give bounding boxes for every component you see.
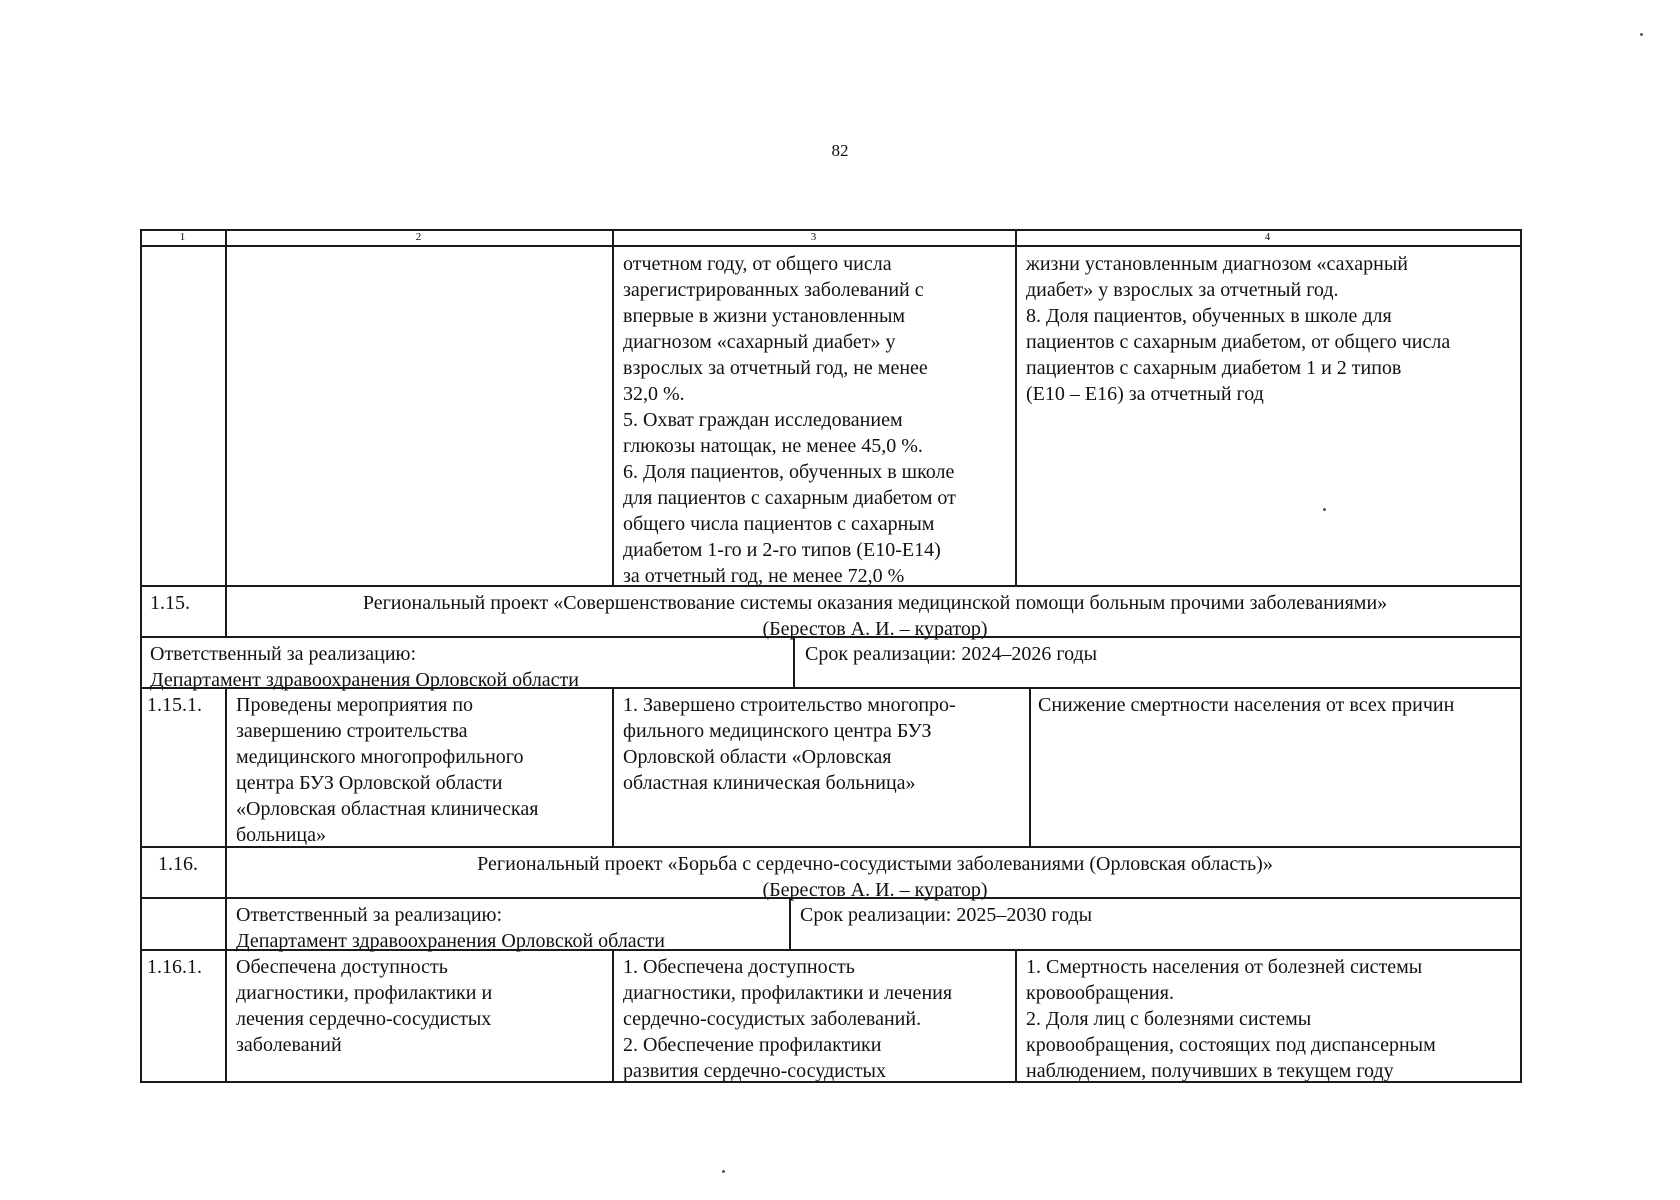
section-title: Региональный проект «Борьба с сердечно-сосудистыми заболеваниями (Орловская область)» (Берестов А. И. – куратор) [477,853,1273,901]
section-number: 1.15. [150,592,190,614]
column-divider [793,636,795,687]
header-bottom-border [140,245,1522,247]
column-divider [225,949,227,1081]
scan-speck [722,1170,725,1173]
column-divider [225,585,227,636]
column-divider [1029,687,1031,846]
row-number: 1.15.1. [147,694,202,716]
table-left-border [140,229,142,1083]
column-number: 4 [1264,231,1271,243]
row-col3-text: 1. Завершено строительство многопро- фильного медицинского центра БУЗ Орловской области «Орловская областная клиническая больница» [623,694,956,794]
row-col4-text: 1. Смертность населения от болезней системы кровообращения. 2. Доля лиц с болезнями системы кровообращения, состоящих под диспансерным наблюдением, получивших в текущем году [1026,956,1436,1082]
row-col3-text: 1. Обеспечена доступность диагностики, профилактики и лечения сердечно-сосудистых заболеваний. 2. Обеспечение профилактики развития сердечно-сосудистых [623,956,953,1082]
column-divider [1015,229,1017,585]
continuation-col3-text: отчетном году, от общего числа зарегистрированных заболеваний с впервые в жизни установленным диагнозом «сахарный диабет» у взрослых за отчетный год, не менее 32,0 %. 5. Охват граждан исследованием глюкозы натощак, не менее 45,0 %. 6. Доля пациентов, обученных в школе для пациентов с сахарным диабетом от общего числа пациентов с сахарным диабетом 1-го и 2-го типов (Е10-Е14) за отчетный год, не менее 72,0 % [623,253,956,587]
scan-speck [1323,508,1326,511]
continuation-col4-text: жизни установленным диагнозом «сахарный диабет» у взрослых за отчетный год. 8. Доля пациентов, обученных в школе для пациентов с сахарным диабетом, от общего числа пациентов с сахарным диабетом 1 и 2 типов (Е10 – Е16) за отчетный год [1026,253,1451,405]
term-text: Срок реализации: 2025–2030 годы [800,904,1093,926]
row-col2-text: Проведены мероприятия по завершению строительства медицинского многопрофильного центра БУЗ Орловской области «Орловская областная клиническая больница» [236,694,539,846]
column-divider [612,229,614,585]
column-divider [789,897,791,949]
responsible-text: Ответственный за реализацию: Департамент здравоохранения Орловской области [236,904,666,952]
document-table [140,229,1522,1084]
table-right-border [1520,229,1522,1083]
column-divider [225,687,227,846]
column-divider [612,687,614,846]
row-number: 1.16.1. [147,956,202,978]
row-col4-text: Снижение смертности населения от всех причин [1038,694,1455,716]
column-divider [612,949,614,1081]
term-text: Срок реализации: 2024–2026 годы [805,643,1098,665]
page-number: 82 [831,141,849,160]
column-number: 3 [810,231,817,243]
section-number: 1.16. [158,853,198,875]
column-divider [225,229,227,585]
column-number: 2 [415,231,422,243]
column-number: 1 [179,231,186,243]
responsible-text: Ответственный за реализацию: Департамент здравоохранения Орловской области [150,643,580,691]
row-col2-text: Обеспечена доступность диагностики, профилактики и лечения сердечно-сосудистых заболеваний [236,956,493,1056]
scan-speck [1640,33,1643,36]
column-divider [225,897,227,949]
section-title: Региональный проект «Совершенствование системы оказания медицинской помощи больным прочими заболеваниями» (Берестов А. И. – куратор) [362,592,1388,640]
column-divider [1015,949,1017,1081]
